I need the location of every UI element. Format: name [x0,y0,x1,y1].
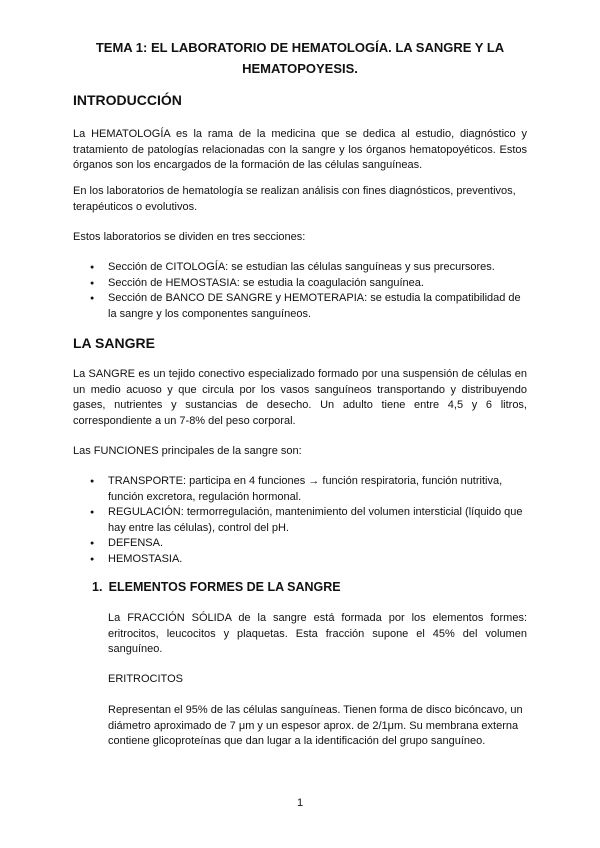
page-title: TEMA 1: EL LABORATORIO DE HEMATOLOGÍA. LA SANGRE Y LA HEMATOPOYESIS. [95,40,505,76]
subheading-eritrocitos: ERITROCITOS [108,673,183,685]
sangre-paragraph-1: La SANGRE es un tejido conectivo especializado formado por una suspensión de células en un medio acuoso y que circula por los vasos sanguíneos transportando y distribuyendo gases, nutrientes y sustancias de desecho. Un adulto tiene entre 4,5 y 6 litros, correspondiente a un 7-8% del peso corporal. [73,368,527,427]
list-item: ● REGULACIÓN: termorregulación, mantenimiento del volumen intersticial (líquido que hay entre las células), control del pH. [73,505,527,536]
list-item: ● Sección de BANCO DE SANGRE y HEMOTERAPIA: se estudia la compatibilidad de la sangre y los componentes sanguíneos. [73,291,527,322]
heading-elementos-formes: 1. ELEMENTOS FORMES DE LA SANGRE [92,580,341,594]
intro-paragraph-1: La HEMATOLOGÍA es la rama de la medicina que se dedica al estudio, diagnóstico y tratamiento de patologías relacionadas con la sangre y los órganos hematopoyéticos. Estos órganos son los encargados de la formación de las células sanguíneas. [73,128,527,171]
functions-list [73,474,527,567]
heading-la-sangre: LA SANGRE [73,335,155,351]
page-number: 1 [296,797,304,809]
list-item: ● DEFENSA. [73,536,527,552]
elementos-paragraph-1: La FRACCIÓN SÓLIDA de la sangre está formada por los elementos formes: eritrocitos, leucocitos y plaquetas. Esta fracción supone el 45% del volumen sanguíneo. [108,612,527,655]
intro-paragraph-3: Estos laboratorios se dividen en tres secciones: [73,231,306,243]
list-item: ● Sección de HEMOSTASIA: se estudia la coagulación sanguínea. [73,276,527,292]
eritrocitos-paragraph: Representan el 95% de las células sanguíneas. Tienen forma de disco bicóncavo, un diámetro aproximado de 7 μm y un espesor aprox. de 2/1μm. Su membrana externa contiene glicoproteínas que dan lugar a la identificación del grupo sanguíneo. [108,704,523,747]
list-item: ● HEMOSTASIA. [73,552,527,568]
intro-paragraph-2: En los laboratorios de hematología se realizan análisis con fines diagnósticos, preventivos, terapéuticos o evolutivos. [73,185,516,213]
list-item: ● Sección de CITOLOGÍA: se estudian las células sanguíneas y sus precursores. [73,260,527,276]
sangre-paragraph-2: Las FUNCIONES principales de la sangre son: [73,445,302,457]
list-item: ● TRANSPORTE: participa en 4 funciones → función respiratoria, función nutritiva, función excretora, regulación hormonal. [73,474,527,505]
heading-introduccion: INTRODUCCIÓN [73,92,182,108]
sections-list [73,260,527,322]
